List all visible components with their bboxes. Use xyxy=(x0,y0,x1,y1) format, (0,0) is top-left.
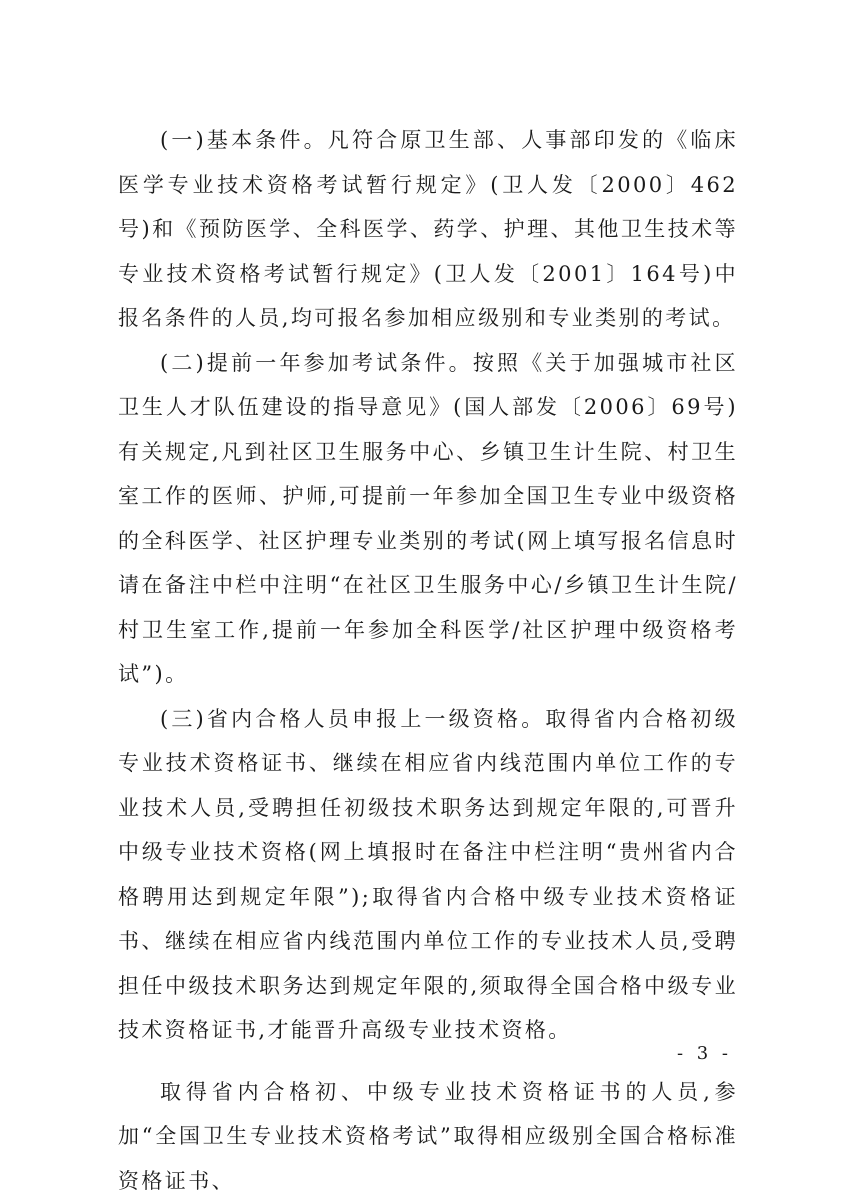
document-body xyxy=(118,118,738,1203)
paragraph-national-certificate: 取得省内合格初、中级专业技术资格证书的人员,参加“全国卫生专业技术资格考试”取得相应级别全国合格标准资格证书、 xyxy=(118,1070,738,1203)
paragraph-basic-conditions: (一)基本条件。凡符合原卫生部、人事部印发的《临床医学专业技术资格考试暂行规定》(卫人发〔2000〕462号)和《预防医学、全科医学、药学、护理、其他卫生技术等专业技术资格考试暂行规定》(卫人发〔2001〕164号)中报名条件的人员,均可报名参加相应级别和专业类别的考试。 xyxy=(118,118,738,341)
paragraph-provincial-qualification: (三)省内合格人员申报上一级资格。取得省内合格初级专业技术资格证书、继续在相应省内线范围内单位工作的专业技术人员,受聘担任初级技术职务达到规定年限的,可晋升中级专业技术资格(网上填报时在备注中栏注明“贵州省内合格聘用达到规定年限”);取得省内合格中级专业技术资格证书、继续在相应省内线范围内单位工作的专业技术人员,受聘担任中级技术职务达到规定年限的,须取得全国合格中级专业技术资格证书,才能晋升高级专业技术资格。 xyxy=(118,697,738,1053)
paragraph-early-exam-conditions: (二)提前一年参加考试条件。按照《关于加强城市社区卫生人才队伍建设的指导意见》(国人部发〔2006〕69号)有关规定,凡到社区卫生服务中心、乡镇卫生计生院、村卫生室工作的医师、护师,可提前一年参加全国卫生专业中级资格的全科医学、社区护理专业类别的考试(网上填写报名信息时请在备注中栏中注明“在社区卫生服务中心/乡镇卫生计生院/村卫生室工作,提前一年参加全科医学/社区护理中级资格考试”)。 xyxy=(118,341,738,697)
page-number: - 3 - xyxy=(677,1043,732,1064)
